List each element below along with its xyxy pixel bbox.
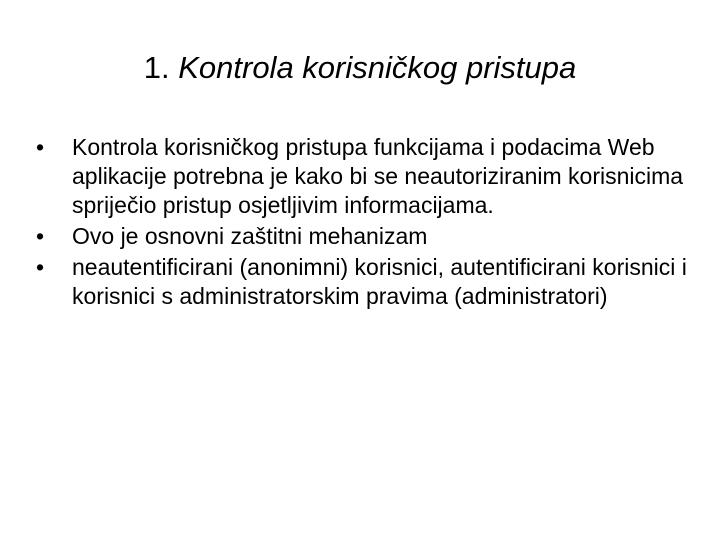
bullet-item xyxy=(36,133,696,220)
bullet-list xyxy=(36,133,696,313)
title-text: Kontrola korisničkog pristupa xyxy=(178,50,577,85)
slide-title xyxy=(0,46,720,90)
bullet-marker: • xyxy=(36,254,45,280)
bullet-text: Kontrola korisničkog pristupa funkcijama i podacima Web aplikacije potrebna je kako bi se neautoriziranim korisnicima spriječio pristup osjetljivim informacijama. xyxy=(72,134,684,218)
bullet-item xyxy=(36,222,696,251)
title-number: 1. xyxy=(143,50,170,85)
bullet-marker: • xyxy=(36,134,45,160)
bullet-marker: • xyxy=(36,223,45,249)
bullet-item xyxy=(36,253,696,311)
bullet-text: neautentificirani (anonimni) korisnici, autentificirani korisnici i korisnici s administratorskim pravima (administratori) xyxy=(72,254,687,309)
bullet-text: Ovo je osnovni zaštitni mehanizam xyxy=(72,223,428,249)
